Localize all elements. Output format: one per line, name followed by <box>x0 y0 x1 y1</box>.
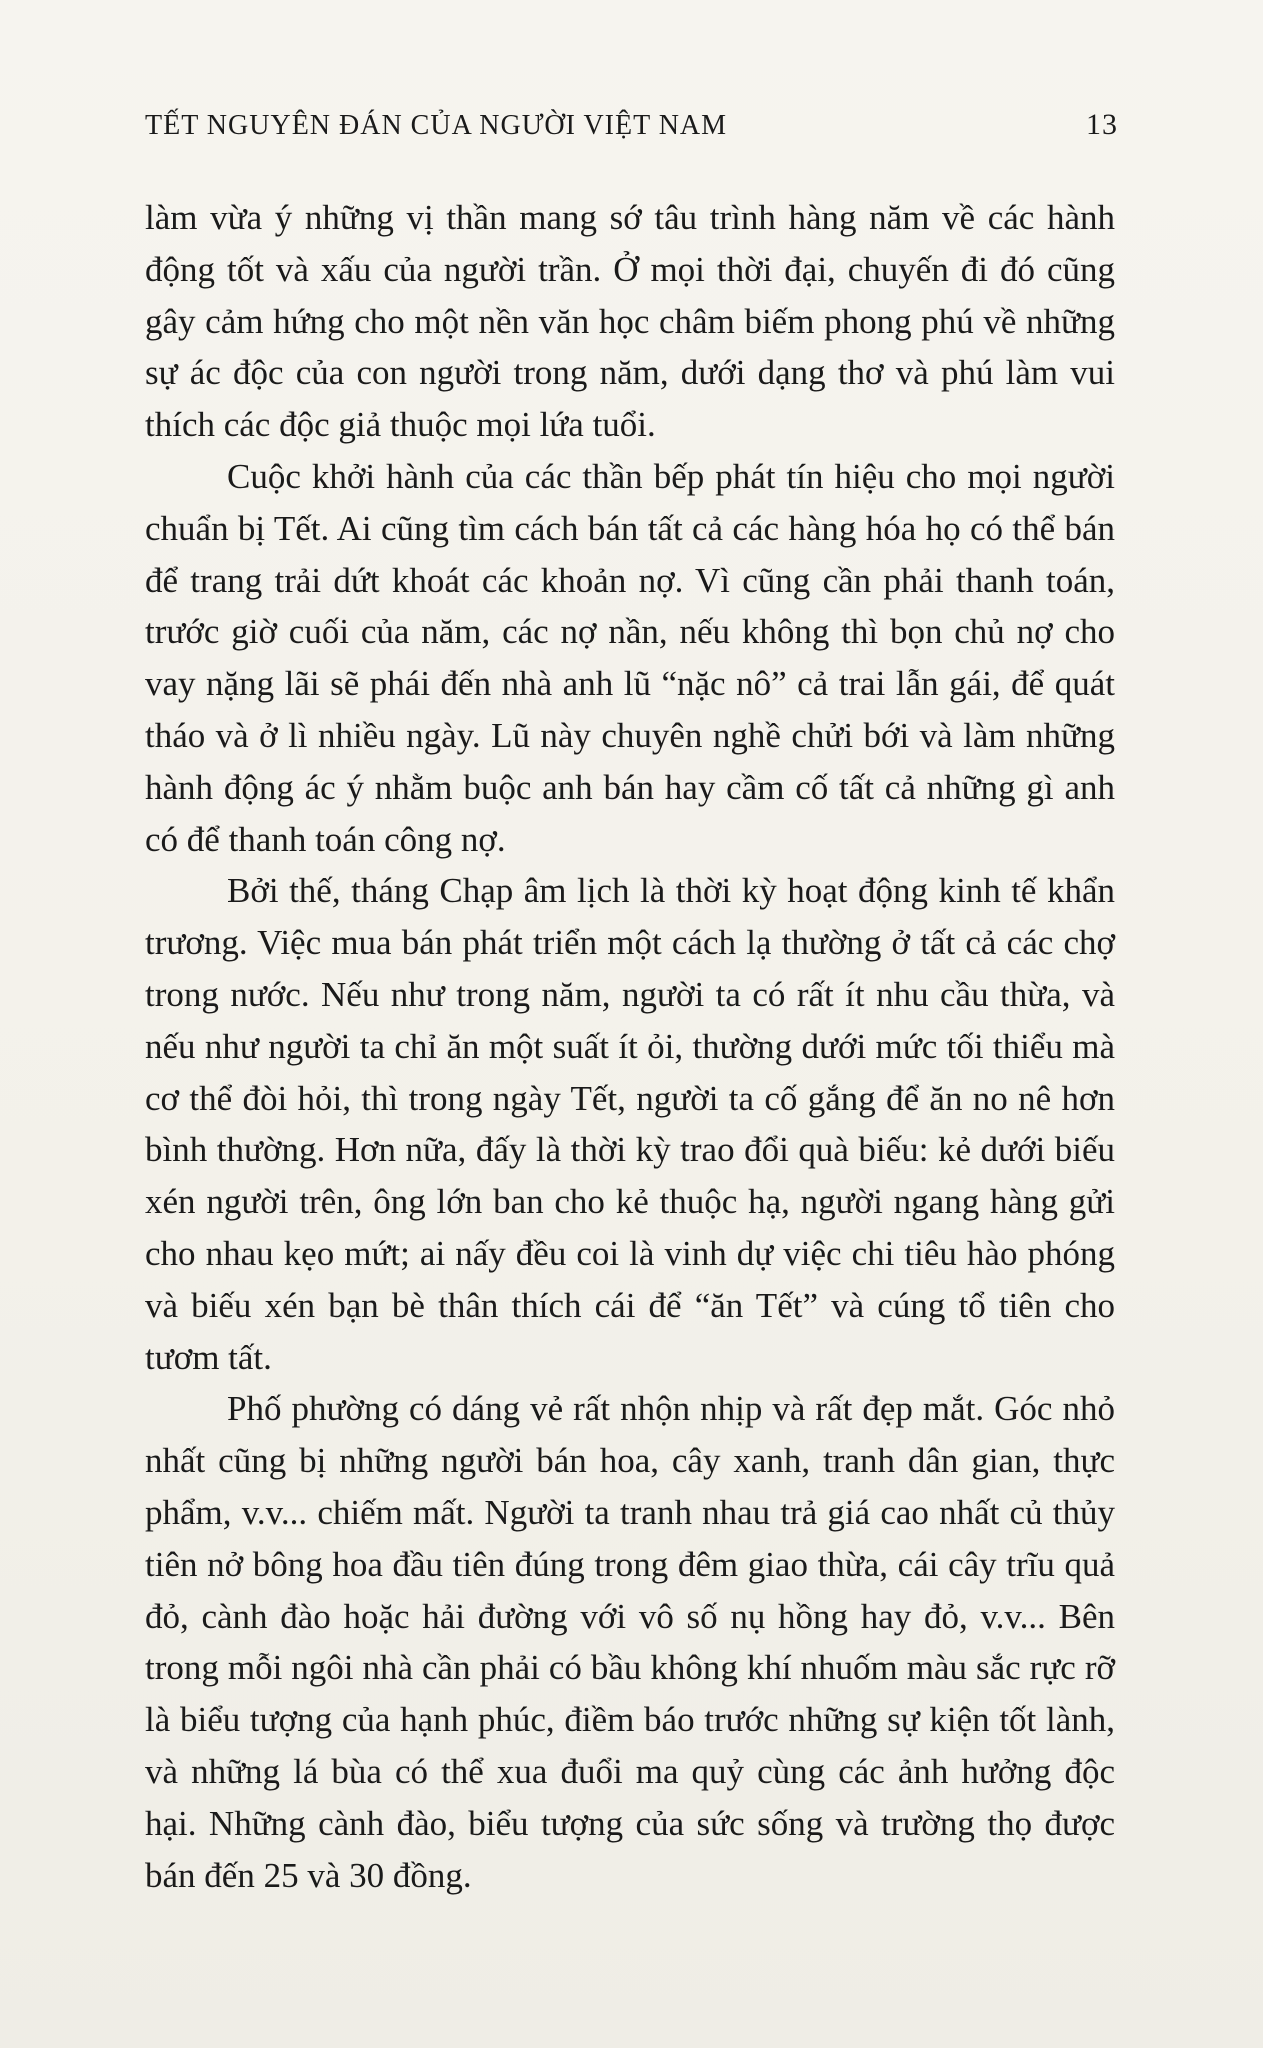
body-text <box>145 192 1115 1901</box>
paragraph-1: làm vừa ý những vị thần mang sớ tâu trình hàng năm về các hành động tốt và xấu của người trần. Ở mọi thời đại, chuyến đi đó cũng gây cảm hứng cho một nền văn học châm biếm phong phú về những sự ác độc của con người trong năm, dưới dạng thơ và phú làm vui thích các độc giả thuộc mọi lứa tuổi. <box>145 198 1115 445</box>
paragraph-4: Phố phường có dáng vẻ rất nhộn nhịp và rất đẹp mắt. Góc nhỏ nhất cũng bị những người bán hoa, cây xanh, tranh dân gian, thực phẩm, v.v... chiếm mất. Người ta tranh nhau trả giá cao nhất củ thủy tiên nở bông hoa đầu tiên đúng trong đêm giao thừa, cái cây trĩu quả đỏ, cành đào hoặc hải đường với vô số nụ hồng hay đỏ, v.v... Bên trong mỗi ngôi nhà cần phải có bầu không khí nhuốm màu sắc rực rỡ là biểu tượng của hạnh phúc, điềm báo trước những sự kiện tốt lành, và những lá bùa có thể xua đuổi ma quỷ cùng các ảnh hưởng độc hại. Những cành đào, biểu tượng của sức sống và trường thọ được bán đến 25 và 30 đồng. <box>145 1389 1115 1895</box>
paragraph-2: Cuộc khởi hành của các thần bếp phát tín hiệu cho mọi người chuẩn bị Tết. Ai cũng tìm cách bán tất cả các hàng hóa họ có thể bán để trang trải dứt khoát các khoản nợ. Vì cũng cần phải thanh toán, trước giờ cuối của năm, các nợ nần, nếu không thì bọn chủ nợ cho vay nặng lãi sẽ phái đến nhà anh lũ “nặc nô” cả trai lẫn gái, để quát tháo và ở lì nhiều ngày. Lũ này chuyên nghề chửi bới và làm những hành động ác ý nhằm buộc anh bán hay cầm cố tất cả những gì anh có để thanh toán công nợ. <box>145 456 1115 859</box>
page-number: 13 <box>1086 108 1118 141</box>
chapter-title: TẾT NGUYÊN ĐÁN CỦA NGƯỜI VIỆT NAM <box>145 110 728 141</box>
running-header <box>145 108 1118 148</box>
paragraph-3: Bởi thế, tháng Chạp âm lịch là thời kỳ hoạt động kinh tế khẩn trương. Việc mua bán phát triển một cách lạ thường ở tất cả các chợ trong nước. Nếu như trong năm, người ta có rất ít nhu cầu thừa, và nếu như người ta chỉ ăn một suất ít ỏi, thường dưới mức tối thiểu mà cơ thể đòi hỏi, thì trong ngày Tết, người ta cố gắng để ăn no nê hơn bình thường. Hơn nữa, đấy là thời kỳ trao đổi quà biếu: kẻ dưới biếu xén người trên, ông lớn ban cho kẻ thuộc hạ, người ngang hàng gửi cho nhau kẹo mứt; ai nấy đều coi là vinh dự việc chi tiêu hào phóng và biếu xén bạn bè thân thích cái để “ăn Tết” và cúng tổ tiên cho tươm tất. <box>145 871 1115 1377</box>
